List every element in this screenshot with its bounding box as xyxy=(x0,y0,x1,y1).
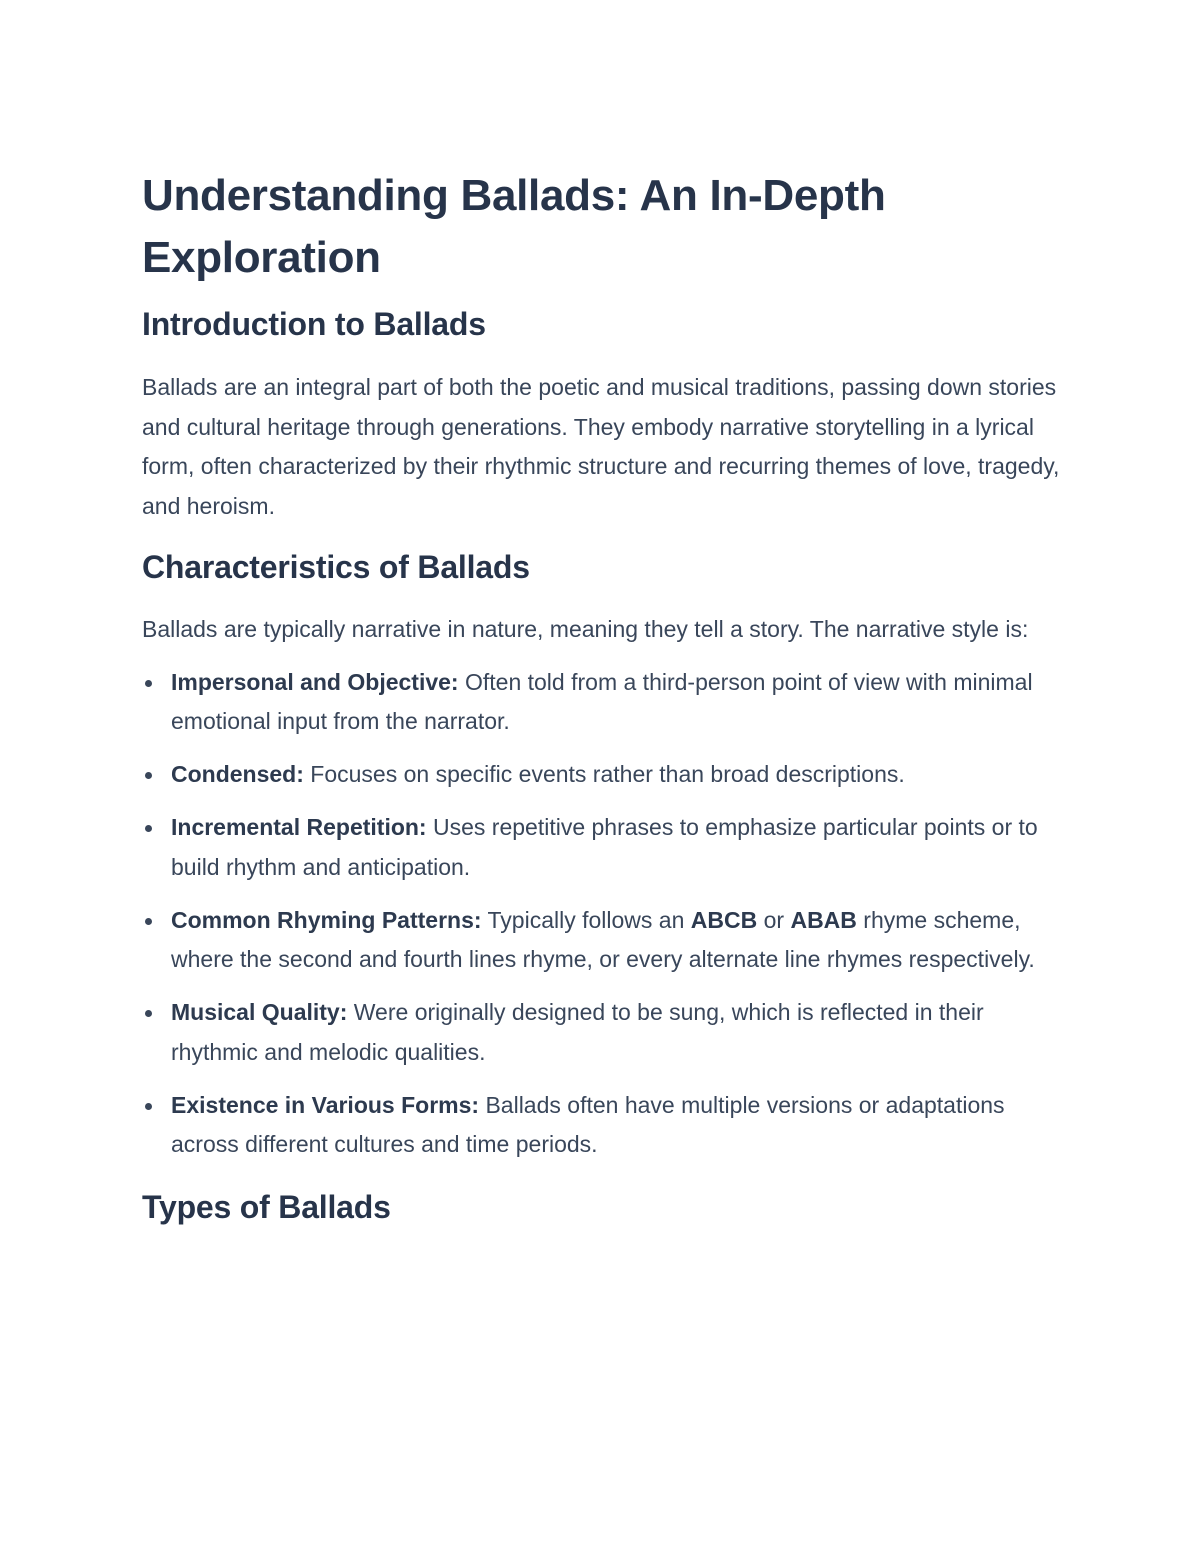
characteristics-paragraph: Ballads are typically narrative in nature, meaning they tell a story. The narrative style is: xyxy=(142,616,1029,642)
document-title: Understanding Ballads: An In-Depth Exploration xyxy=(142,171,886,282)
characteristics-list xyxy=(142,663,1072,1165)
list-item-term: Incremental Repetition: xyxy=(171,814,427,840)
bullet-icon xyxy=(145,680,152,687)
list-item-rhyming-patterns xyxy=(142,901,1072,980)
list-item-text: Were originally designed to be sung, which is reflected in their rhythmic and melodic qualities. xyxy=(171,999,984,1065)
intro-paragraph: Ballads are an integral part of both the poetic and musical traditions, passing down stories and cultural heritage through generations. They embody narrative storytelling in a lyrical form, often characterized by their rhythmic structure and recurring themes of love, tragedy, and heroism. xyxy=(142,374,1060,519)
rhyme-scheme-abab: ABAB xyxy=(790,906,857,933)
list-item-musical-quality xyxy=(142,993,1072,1072)
list-item-text: Often told from a third-person point of view with minimal emotional input from the narrator. xyxy=(171,668,1033,734)
document-page xyxy=(142,165,1072,1229)
heading-introduction: Introduction to Ballads xyxy=(142,306,486,342)
heading-characteristics: Characteristics of Ballads xyxy=(142,549,530,585)
list-item-text: or xyxy=(757,906,791,933)
list-item-text: Focuses on specific events rather than broad descriptions. xyxy=(303,761,905,787)
bullet-icon xyxy=(145,772,152,779)
bullet-icon xyxy=(145,918,152,925)
list-item-text: Uses repetitive phrases to emphasize particular points or to build rhythm and anticipation. xyxy=(171,814,1038,880)
bullet-icon xyxy=(145,825,152,832)
list-item-various-forms xyxy=(142,1086,1072,1165)
list-item-term: Condensed: xyxy=(171,761,304,787)
list-item-text: rhyme scheme, where the second and fourth lines rhyme, or every alternate line rhymes respectively. xyxy=(171,906,1035,972)
heading-types: Types of Ballads xyxy=(142,1188,391,1225)
list-item-term: Impersonal and Objective: xyxy=(171,668,459,695)
rhyme-scheme-abcb: ABCB xyxy=(690,906,758,933)
list-item-impersonal xyxy=(142,663,1072,742)
list-item-term: Musical Quality: xyxy=(171,999,348,1025)
bullet-icon xyxy=(145,1103,152,1110)
list-item-term: Common Rhyming Patterns: xyxy=(171,906,482,933)
list-item-text: Ballads often have multiple versions or adaptations across different cultures and time periods. xyxy=(171,1091,1005,1157)
list-item-term: Existence in Various Forms: xyxy=(171,1091,480,1118)
list-item-text: Typically follows an xyxy=(481,906,691,933)
bullet-icon xyxy=(145,1010,152,1017)
list-item-incremental-repetition xyxy=(142,808,1072,887)
list-item-condensed xyxy=(142,755,1072,795)
